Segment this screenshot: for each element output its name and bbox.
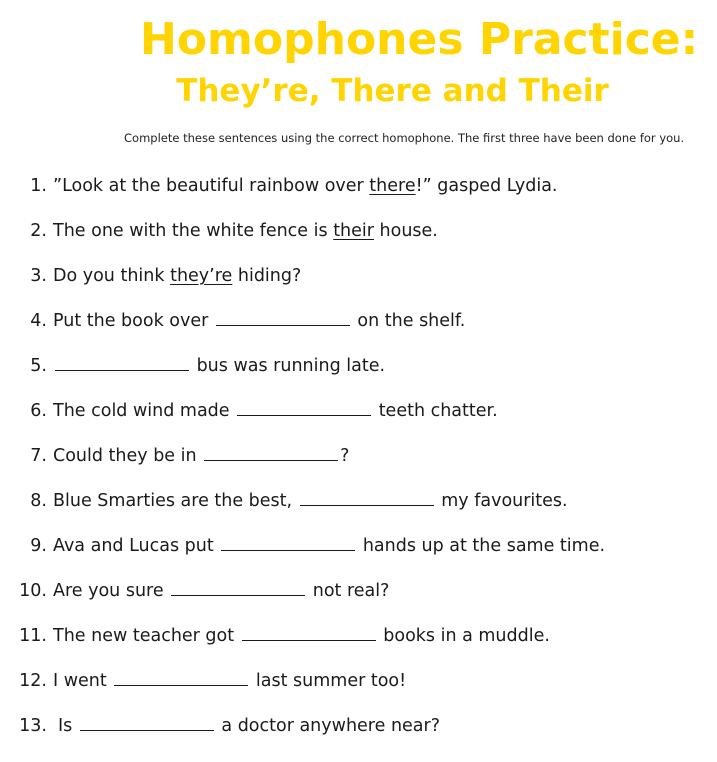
- question-number: 7.: [30, 446, 47, 466]
- question-item: [0, 665, 717, 710]
- question-number: 3.: [30, 266, 47, 286]
- question-text-after: bus was running late.: [191, 356, 386, 376]
- question-text-after: teeth chatter.: [373, 401, 498, 421]
- question-item: [0, 395, 717, 440]
- question-text-after: a doctor anywhere near?: [215, 716, 441, 736]
- question-text-after: not real?: [307, 581, 390, 601]
- question-text-after: house.: [373, 221, 438, 241]
- question-text-before: Could they be in: [53, 446, 203, 466]
- worksheet-subtitle: They’re, There and Their: [176, 73, 609, 109]
- question-number: 13.: [19, 716, 47, 736]
- instructions-text: Complete these sentences using the correct homophone. The first three have been done for you.: [124, 131, 685, 145]
- question-text-before: ”Look at the beautiful rainbow over: [53, 176, 370, 196]
- worksheet-title: Homophones Practice:: [140, 14, 699, 65]
- question-text: [53, 305, 465, 338]
- answer-blank[interactable]: [237, 395, 371, 416]
- question-text-after: !” gasped Lydia.: [415, 176, 558, 196]
- question-item: [0, 620, 717, 665]
- question-item: [0, 350, 717, 395]
- question-number: 12.: [19, 671, 47, 691]
- question-text-before: The new teacher got: [53, 626, 240, 646]
- question-number: 4.: [30, 311, 47, 331]
- question-text-after: books in a muddle.: [377, 626, 550, 646]
- answer-blank[interactable]: [204, 440, 338, 461]
- question-item: [0, 530, 717, 575]
- question-text: [53, 440, 349, 473]
- example-answer: there: [369, 176, 416, 196]
- question-text: [53, 260, 301, 293]
- question-item: [0, 710, 717, 755]
- answer-blank[interactable]: [55, 350, 189, 371]
- question-text-before: Are you sure: [53, 581, 170, 601]
- question-number: 2.: [30, 221, 47, 241]
- question-text-after: last summer too!: [250, 671, 407, 691]
- question-text: [53, 665, 406, 698]
- question-number: 1.: [30, 176, 47, 196]
- question-text-before: Blue Smarties are the best,: [53, 491, 298, 511]
- question-text: [53, 215, 438, 248]
- question-text-before: I went: [53, 671, 113, 691]
- answer-blank[interactable]: [242, 620, 376, 641]
- question-text-before: Put the book over: [53, 311, 214, 331]
- question-text: [53, 485, 568, 518]
- question-text-before: Is: [58, 716, 78, 736]
- question-text-after: ?: [340, 446, 350, 466]
- question-text: [58, 710, 440, 743]
- question-text: [53, 530, 605, 563]
- question-text-before: Do you think: [53, 266, 171, 286]
- question-text-before: Ava and Lucas put: [53, 536, 220, 556]
- question-item: [0, 170, 717, 215]
- answer-blank[interactable]: [171, 575, 305, 596]
- question-number: 10.: [19, 581, 47, 601]
- question-text-after: hiding?: [232, 266, 302, 286]
- question-item: [0, 260, 717, 305]
- answer-blank[interactable]: [114, 665, 248, 686]
- question-text: [53, 395, 498, 428]
- question-text-after: hands up at the same time.: [357, 536, 606, 556]
- question-item: [0, 575, 717, 620]
- question-number: 6.: [30, 401, 47, 421]
- question-text-before: The cold wind made: [53, 401, 236, 421]
- answer-blank[interactable]: [216, 305, 350, 326]
- example-answer: they’re: [170, 266, 233, 286]
- question-text: [53, 620, 550, 653]
- question-list: [0, 170, 717, 755]
- answer-blank[interactable]: [300, 485, 434, 506]
- question-item: [0, 305, 717, 350]
- question-number: 5.: [30, 356, 47, 376]
- question-text-after: my favourites.: [435, 491, 568, 511]
- answer-blank[interactable]: [221, 530, 355, 551]
- question-item: [0, 215, 717, 260]
- question-text: [53, 170, 558, 203]
- question-item: [0, 440, 717, 485]
- question-text: [53, 575, 389, 608]
- question-text-before: The one with the white fence is: [53, 221, 334, 241]
- question-item: [0, 485, 717, 530]
- question-number: 9.: [30, 536, 47, 556]
- question-text: [53, 350, 385, 383]
- question-text-after: on the shelf.: [351, 311, 466, 331]
- question-number: 8.: [30, 491, 47, 511]
- answer-blank[interactable]: [80, 710, 214, 731]
- example-answer: their: [333, 221, 374, 241]
- question-number: 11.: [19, 626, 47, 646]
